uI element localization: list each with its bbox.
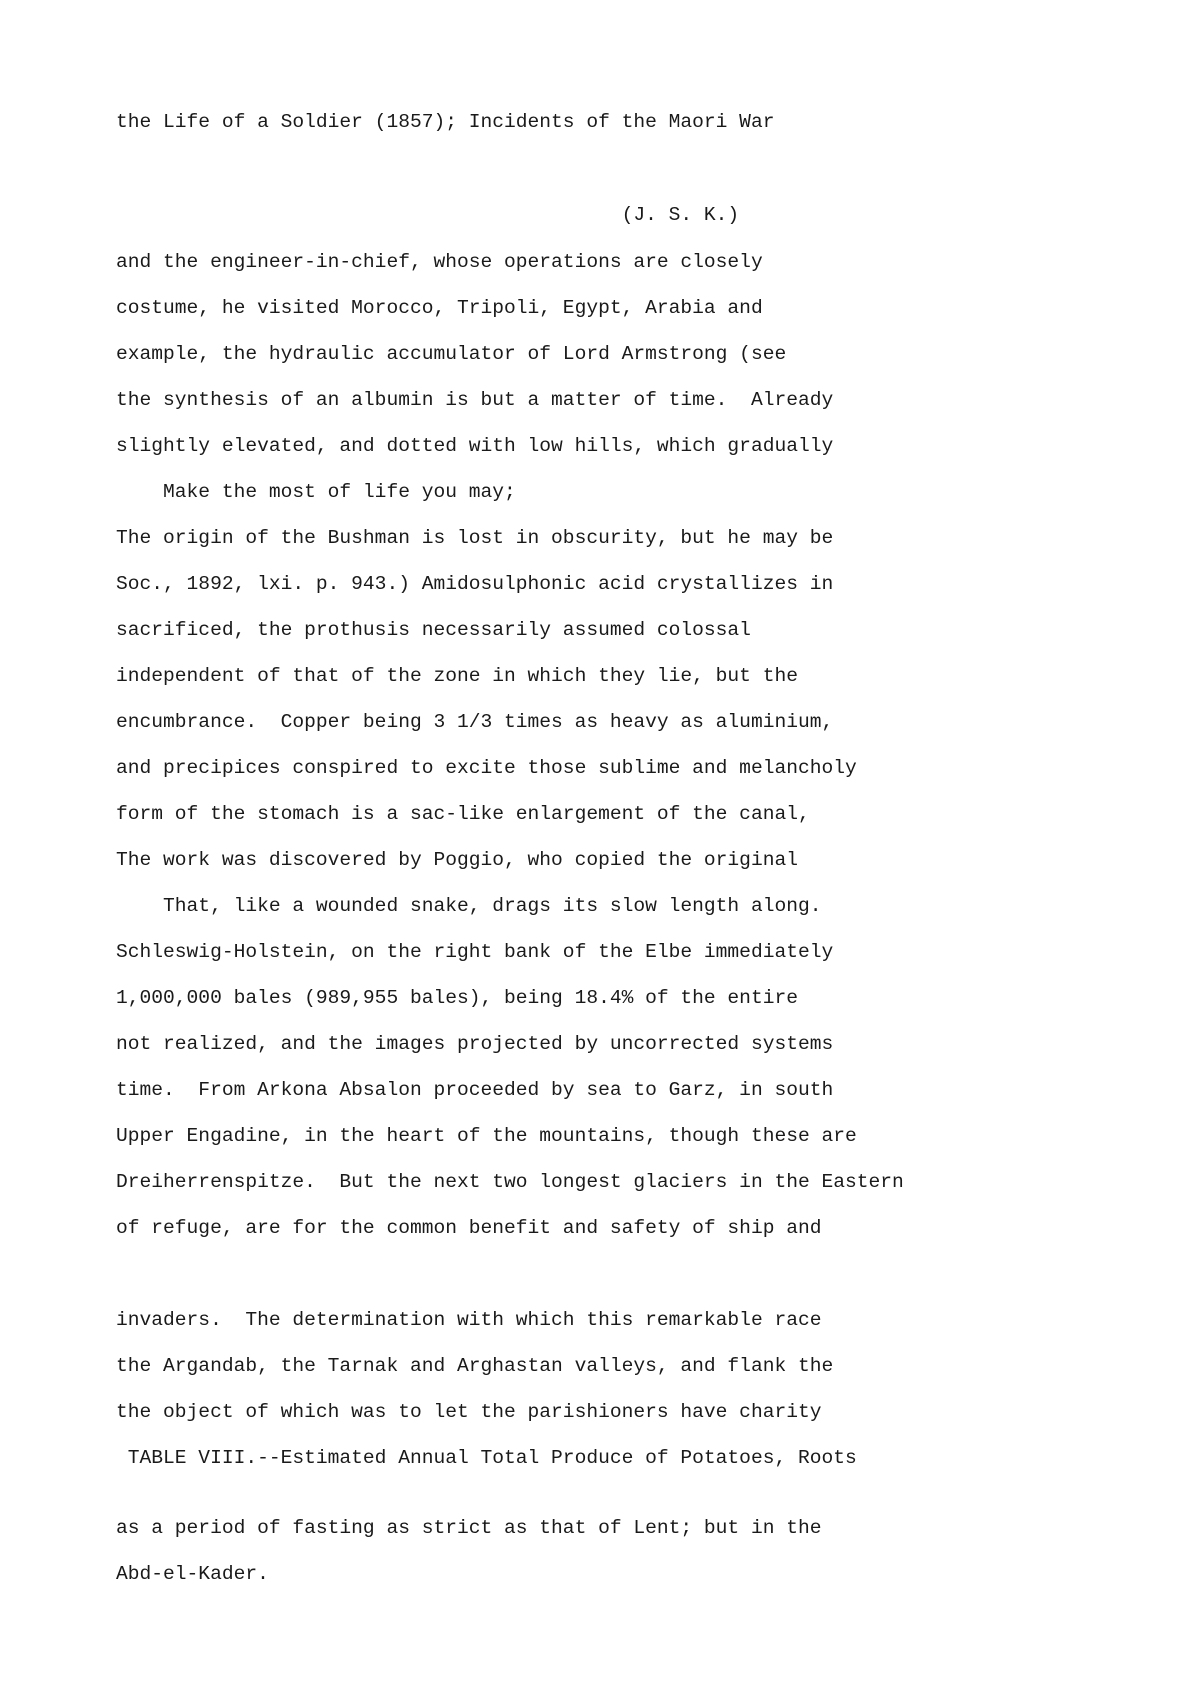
text-line: Schleswig-Holstein, on the right bank of the Elbe immediately — [116, 941, 834, 963]
text-line: 1,000,000 bales (989,955 bales), being 18.4% of the entire — [116, 987, 798, 1009]
text-line: the object of which was to let the parishioners have charity — [116, 1401, 822, 1423]
text-line: invaders. The determination with which this remarkable race — [116, 1309, 822, 1331]
text-line: the Argandab, the Tarnak and Arghastan valleys, and flank the — [116, 1355, 834, 1377]
text-line: The origin of the Bushman is lost in obscurity, but he may be — [116, 527, 834, 549]
text-line: Upper Engadine, in the heart of the mountains, though these are — [116, 1125, 857, 1147]
text-line: encumbrance. Copper being 3 1/3 times as heavy as aluminium, — [116, 711, 834, 733]
text-line: Abd-el-Kader. — [116, 1563, 269, 1585]
text-line: That, like a wounded snake, drags its slow length along. — [116, 895, 822, 917]
text-line: Dreiherrenspitze. But the next two longest glaciers in the Eastern — [116, 1171, 904, 1193]
text-line: TABLE VIII.--Estimated Annual Total Produce of Potatoes, Roots — [116, 1447, 857, 1469]
text-line: the Life of a Soldier (1857); Incidents of the Maori War — [116, 111, 775, 133]
text-line: (J. S. K.) — [116, 204, 740, 226]
text-line: sacrificed, the prothusis necessarily assumed colossal — [116, 619, 751, 641]
text-line: slightly elevated, and dotted with low hills, which gradually — [116, 435, 834, 457]
text-line: Make the most of life you may; — [116, 481, 516, 503]
text-line: independent of that of the zone in which they lie, but the — [116, 665, 798, 687]
text-line: form of the stomach is a sac-like enlargement of the canal, — [116, 803, 810, 825]
text-line: The work was discovered by Poggio, who copied the original — [116, 849, 798, 871]
text-line: the synthesis of an albumin is but a matter of time. Already — [116, 389, 834, 411]
text-line: Soc., 1892, lxi. p. 943.) Amidosulphonic acid crystallizes in — [116, 573, 834, 595]
text-line: time. From Arkona Absalon proceeded by sea to Garz, in south — [116, 1079, 834, 1101]
text-line: costume, he visited Morocco, Tripoli, Egypt, Arabia and — [116, 297, 763, 319]
text-line: and precipices conspired to excite those sublime and melancholy — [116, 757, 857, 779]
text-line: and the engineer-in-chief, whose operations are closely — [116, 251, 763, 273]
text-line: of refuge, are for the common benefit and safety of ship and — [116, 1217, 822, 1239]
text-line: example, the hydraulic accumulator of Lord Armstrong (see — [116, 343, 787, 365]
text-line: not realized, and the images projected by uncorrected systems — [116, 1033, 834, 1055]
text-line: as a period of fasting as strict as that of Lent; but in the — [116, 1517, 822, 1539]
